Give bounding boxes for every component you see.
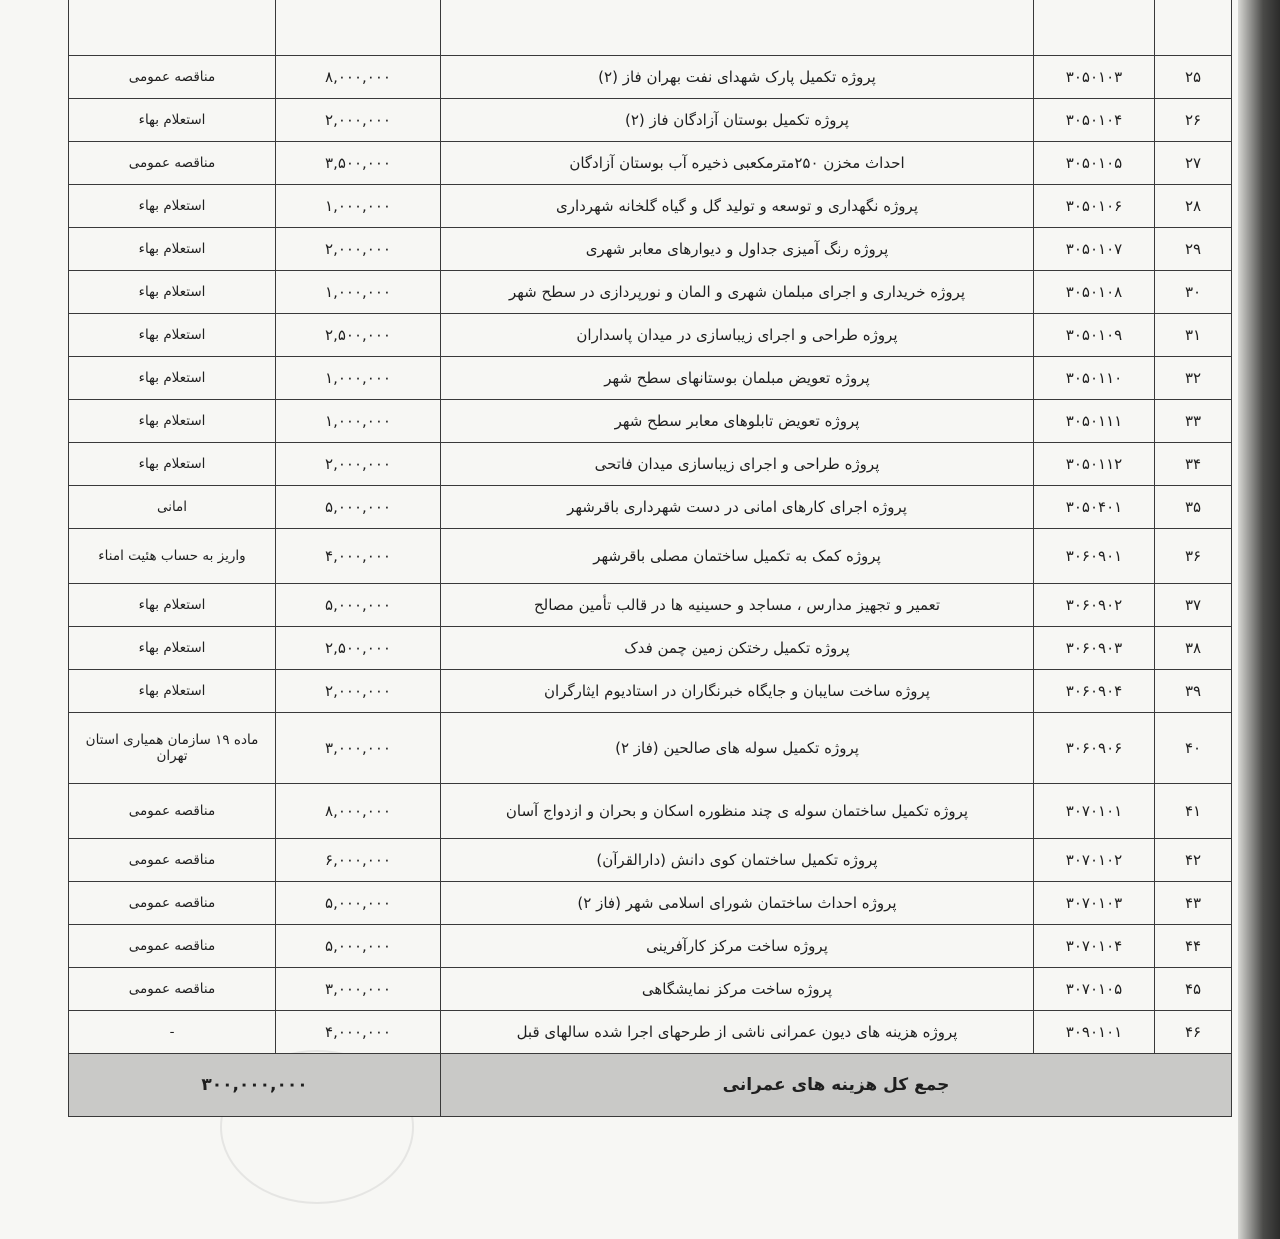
budget-code: ۳۰۷۰۱۰۲	[1034, 839, 1155, 882]
table-row	[69, 271, 1232, 314]
project-amount: ۲,۰۰۰,۰۰۰	[276, 443, 441, 486]
project-amount: ۱,۰۰۰,۰۰۰	[276, 357, 441, 400]
execution-method: واریز به حساب هئیت امناء	[69, 529, 276, 584]
project-title: پروژه ساخت سایبان و جایگاه خبرنگاران در استادیوم ایثارگران	[441, 670, 1034, 713]
budget-code: ۳۰۵۰۱۱۰	[1034, 357, 1155, 400]
budget-code: ۳۰۶۰۹۰۲	[1034, 584, 1155, 627]
execution-method: استعلام بهاء	[69, 228, 276, 271]
table-row	[69, 486, 1232, 529]
budget-code: ۳۰۷۰۱۰۴	[1034, 925, 1155, 968]
project-title: پروژه خریداری و اجرای مبلمان شهری و المان و نورپردازی در سطح شهر	[441, 271, 1034, 314]
execution-method: استعلام بهاء	[69, 400, 276, 443]
row-number: ۴۳	[1155, 882, 1232, 925]
execution-method: مناقصه عمومی	[69, 839, 276, 882]
row-number: ۳۰	[1155, 271, 1232, 314]
project-amount: ۴,۰۰۰,۰۰۰	[276, 1011, 441, 1054]
total-row	[69, 1054, 1232, 1117]
project-amount: ۵,۰۰۰,۰۰۰	[276, 925, 441, 968]
project-amount: ۱,۰۰۰,۰۰۰	[276, 271, 441, 314]
execution-method: مناقصه عمومی	[69, 142, 276, 185]
project-amount: ۵,۰۰۰,۰۰۰	[276, 584, 441, 627]
budget-code: ۳۰۵۰۱۰۹	[1034, 314, 1155, 357]
table-row	[69, 357, 1232, 400]
table-row	[69, 99, 1232, 142]
budget-code: ۳۰۵۰۱۰۸	[1034, 271, 1155, 314]
execution-method: استعلام بهاء	[69, 314, 276, 357]
table-row	[69, 882, 1232, 925]
budget-code: ۳۰۵۰۱۰۶	[1034, 185, 1155, 228]
table-row	[69, 400, 1232, 443]
project-amount: ۸,۰۰۰,۰۰۰	[276, 784, 441, 839]
execution-method: مناقصه عمومی	[69, 925, 276, 968]
page-edge-shadow	[1238, 0, 1280, 1239]
row-number: ۴۲	[1155, 839, 1232, 882]
project-amount: ۸,۰۰۰,۰۰۰	[276, 56, 441, 99]
project-title: پروژه نگهداری و توسعه و تولید گل و گیاه گلخانه شهرداری	[441, 185, 1034, 228]
row-number: ۳۶	[1155, 529, 1232, 584]
project-title: تعمیر و تجهیز مدارس ، مساجد و حسینیه ها در قالب تأمین مصالح	[441, 584, 1034, 627]
project-title: پروژه طراحی و اجرای زیباسازی میدان فاتحی	[441, 443, 1034, 486]
execution-method: استعلام بهاء	[69, 99, 276, 142]
total-amount: ۳۰۰,۰۰۰,۰۰۰	[69, 1054, 441, 1117]
project-title: پروژه تکمیل رختکن زمین چمن فدک	[441, 627, 1034, 670]
table-row	[69, 670, 1232, 713]
budget-code: ۳۰۶۰۹۰۳	[1034, 627, 1155, 670]
execution-method: استعلام بهاء	[69, 357, 276, 400]
project-amount: ۱,۰۰۰,۰۰۰	[276, 400, 441, 443]
row-number: ۲۶	[1155, 99, 1232, 142]
project-title: پروژه ساخت مرکز کارآفرینی	[441, 925, 1034, 968]
project-amount: ۴,۰۰۰,۰۰۰	[276, 529, 441, 584]
row-number: ۳۴	[1155, 443, 1232, 486]
table-header-remnant-row	[69, 0, 1232, 56]
project-title: پروژه کمک به تکمیل ساختمان مصلی باقرشهر	[441, 529, 1034, 584]
row-number: ۴۶	[1155, 1011, 1232, 1054]
table-row	[69, 228, 1232, 271]
execution-method: امانی	[69, 486, 276, 529]
project-title: پروژه اجرای کارهای امانی در دست شهرداری باقرشهر	[441, 486, 1034, 529]
budget-code: ۳۰۷۰۱۰۳	[1034, 882, 1155, 925]
execution-method: مناقصه عمومی	[69, 968, 276, 1011]
project-amount: ۲,۵۰۰,۰۰۰	[276, 627, 441, 670]
project-amount: ۳,۵۰۰,۰۰۰	[276, 142, 441, 185]
table-row	[69, 968, 1232, 1011]
execution-method: مناقصه عمومی	[69, 56, 276, 99]
project-amount: ۳,۰۰۰,۰۰۰	[276, 968, 441, 1011]
row-number: ۲۸	[1155, 185, 1232, 228]
table-row	[69, 627, 1232, 670]
project-amount: ۲,۰۰۰,۰۰۰	[276, 670, 441, 713]
execution-method: استعلام بهاء	[69, 584, 276, 627]
budget-code: ۳۰۶۰۹۰۶	[1034, 713, 1155, 784]
row-number: ۳۱	[1155, 314, 1232, 357]
execution-method: مناقصه عمومی	[69, 784, 276, 839]
budget-code: ۳۰۵۰۱۱۱	[1034, 400, 1155, 443]
budget-code: ۳۰۵۰۴۰۱	[1034, 486, 1155, 529]
budget-code: ۳۰۹۰۱۰۱	[1034, 1011, 1155, 1054]
execution-method: مناقصه عمومی	[69, 882, 276, 925]
project-amount: ۳,۰۰۰,۰۰۰	[276, 713, 441, 784]
execution-method: استعلام بهاء	[69, 670, 276, 713]
row-number: ۳۹	[1155, 670, 1232, 713]
table-row	[69, 142, 1232, 185]
execution-method: استعلام بهاء	[69, 271, 276, 314]
row-number: ۴۱	[1155, 784, 1232, 839]
row-number: ۴۰	[1155, 713, 1232, 784]
project-title: احداث مخزن ۲۵۰مترمکعبی ذخیره آب بوستان آزادگان	[441, 142, 1034, 185]
table-row	[69, 314, 1232, 357]
row-number: ۲۷	[1155, 142, 1232, 185]
project-title: پروژه تعویض تابلوهای معابر سطح شهر	[441, 400, 1034, 443]
project-amount: ۲,۵۰۰,۰۰۰	[276, 314, 441, 357]
table-row	[69, 839, 1232, 882]
row-number: ۳۳	[1155, 400, 1232, 443]
budget-code: ۳۰۵۰۱۰۷	[1034, 228, 1155, 271]
execution-method: استعلام بهاء	[69, 627, 276, 670]
project-title: پروژه تکمیل بوستان آزادگان فاز (۲)	[441, 99, 1034, 142]
budget-code: ۳۰۵۰۱۱۲	[1034, 443, 1155, 486]
row-number: ۳۲	[1155, 357, 1232, 400]
project-title: پروژه تکمیل ساختمان کوی دانش (دارالقرآن)	[441, 839, 1034, 882]
table-row	[69, 443, 1232, 486]
project-amount: ۲,۰۰۰,۰۰۰	[276, 99, 441, 142]
project-amount: ۵,۰۰۰,۰۰۰	[276, 882, 441, 925]
execution-method: استعلام بهاء	[69, 443, 276, 486]
budget-code: ۳۰۵۰۱۰۳	[1034, 56, 1155, 99]
execution-method: ماده ۱۹ سازمان همیاری استان تهران	[69, 713, 276, 784]
project-title: پروژه تکمیل پارک شهدای نفت بهران فاز (۲)	[441, 56, 1034, 99]
row-number: ۴۴	[1155, 925, 1232, 968]
project-title: پروژه طراحی و اجرای زیباسازی در میدان پاسداران	[441, 314, 1034, 357]
project-title: پروژه رنگ آمیزی جداول و دیوارهای معابر شهری	[441, 228, 1034, 271]
row-number: ۲۹	[1155, 228, 1232, 271]
execution-method: استعلام بهاء	[69, 185, 276, 228]
table-row	[69, 529, 1232, 584]
table-row	[69, 1011, 1232, 1054]
project-title: پروژه هزینه های دیون عمرانی ناشی از طرحهای اجرا شده سالهای قبل	[441, 1011, 1034, 1054]
project-amount: ۲,۰۰۰,۰۰۰	[276, 228, 441, 271]
row-number: ۳۸	[1155, 627, 1232, 670]
table-row	[69, 713, 1232, 784]
project-title: پروژه ساخت مرکز نمایشگاهی	[441, 968, 1034, 1011]
row-number: ۳۵	[1155, 486, 1232, 529]
budget-code: ۳۰۷۰۱۰۵	[1034, 968, 1155, 1011]
row-number: ۴۵	[1155, 968, 1232, 1011]
table-row	[69, 925, 1232, 968]
row-number: ۲۵	[1155, 56, 1232, 99]
table-row	[69, 185, 1232, 228]
budget-code: ۳۰۶۰۹۰۴	[1034, 670, 1155, 713]
budget-code: ۳۰۵۰۱۰۴	[1034, 99, 1155, 142]
project-title: پروژه تکمیل ساختمان سوله ی چند منظوره اسکان و بحران و ازدواج آسان	[441, 784, 1034, 839]
budget-code: ۳۰۵۰۱۰۵	[1034, 142, 1155, 185]
budget-code: ۳۰۷۰۱۰۱	[1034, 784, 1155, 839]
project-title: پروژه احداث ساختمان شورای اسلامی شهر (فاز ۲)	[441, 882, 1034, 925]
project-amount: ۶,۰۰۰,۰۰۰	[276, 839, 441, 882]
row-number: ۳۷	[1155, 584, 1232, 627]
project-amount: ۵,۰۰۰,۰۰۰	[276, 486, 441, 529]
project-title: پروژه تکمیل سوله های صالحین (فاز ۲)	[441, 713, 1034, 784]
table-row	[69, 584, 1232, 627]
execution-method: -	[69, 1011, 276, 1054]
budget-code: ۳۰۶۰۹۰۱	[1034, 529, 1155, 584]
table-row	[69, 56, 1232, 99]
project-amount: ۱,۰۰۰,۰۰۰	[276, 185, 441, 228]
project-title: پروژه تعویض مبلمان بوستانهای سطح شهر	[441, 357, 1034, 400]
development-budget-table	[68, 0, 1232, 1117]
table-row	[69, 784, 1232, 839]
total-label: جمع کل هزینه های عمرانی	[441, 1054, 1232, 1117]
